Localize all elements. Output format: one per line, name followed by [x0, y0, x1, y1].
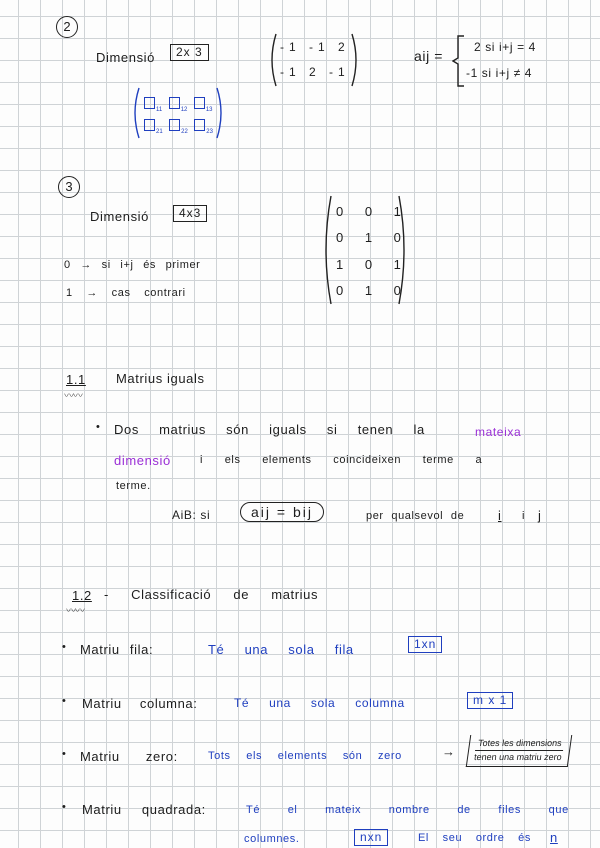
bullet-dot: •	[62, 801, 66, 813]
classification-desc: Tots els elements són zero	[208, 750, 402, 762]
paragraph-line: Dos matrius són iguals si tenen la	[114, 422, 425, 437]
section-2-rule-row: -1 si i+j ≠ 4	[466, 66, 533, 80]
piecewise-bracket	[452, 34, 466, 88]
section-1-2-number: 1.2	[72, 588, 92, 603]
classification-label: Matriu fila:	[80, 642, 154, 657]
classification-box: m x 1	[467, 692, 513, 709]
classification-desc: Té una sola fila	[208, 642, 354, 657]
subscript: 13	[205, 107, 213, 113]
bullet-dot: •	[62, 641, 66, 653]
equality-prefix: AiB: si	[172, 508, 211, 522]
note-line: tenen una matriu zero	[473, 752, 563, 762]
section-2-rule-lhs: aij =	[414, 48, 444, 64]
section-2-matrix	[268, 32, 360, 88]
highlight-word: dimensió	[114, 453, 171, 468]
placeholder-square	[169, 119, 180, 131]
section-3-dimension-box: 4x3	[173, 205, 207, 222]
classification-desc: Té una sola columna	[234, 696, 405, 710]
zero-matrix-note	[466, 735, 572, 767]
section-1-1-number: 1.1	[66, 372, 86, 387]
matrix-row: 0 1 0	[336, 230, 410, 245]
equality-suffix: per qualsevol de	[366, 510, 465, 522]
section-3-matrix	[322, 194, 408, 306]
classification-label: Matriu zero:	[80, 749, 178, 764]
classification-order: n	[550, 830, 558, 845]
underline-squiggle: 〰〰	[64, 391, 82, 402]
underline-squiggle: 〰〰	[66, 606, 84, 617]
matrix-row: -1 2 -1	[280, 65, 350, 79]
equality-and: i	[522, 510, 526, 522]
subscript: 11	[156, 107, 163, 113]
classification-desc: El seu ordre és	[418, 832, 531, 844]
matrix-row: 0 1 0	[336, 283, 410, 298]
note-line: Totes les dimensions	[477, 738, 563, 748]
section-1-1-title: Matrius iguals	[116, 371, 205, 386]
classification-label: Matriu quadrada:	[82, 802, 206, 817]
subscript: 23	[206, 129, 213, 135]
section-2-rule-row: 2 si i+j = 4	[474, 40, 536, 54]
classification-box: nxn	[354, 829, 388, 846]
placeholder-square	[144, 119, 155, 131]
highlight-word: mateixa	[475, 425, 522, 439]
matrix-row: 1 0 1	[336, 257, 410, 272]
section-3-rule: 0 → si i+j és primer	[64, 259, 201, 271]
matrix-row: -1 -1 2	[280, 40, 350, 54]
generic-row-1	[144, 94, 215, 113]
subscript: 21	[156, 129, 163, 135]
matrix-row: 0 0 1	[336, 204, 410, 219]
classification-desc: Té el mateix nombre de files que	[246, 804, 569, 816]
section-2-generic-matrix	[132, 86, 224, 140]
placeholder-square	[194, 97, 205, 109]
equality-j: j	[538, 508, 542, 523]
paragraph-line: i els elements coincideixen terme a	[200, 454, 483, 466]
paragraph-line: terme.	[116, 480, 151, 492]
bullet-dot: •	[96, 421, 100, 433]
subscript: 12	[180, 107, 188, 113]
placeholder-square	[194, 119, 205, 131]
classification-box: 1xn	[408, 636, 442, 653]
generic-row-2	[144, 116, 215, 135]
section-2-number: 2	[56, 16, 78, 38]
section-2-dimension-label: Dimensió	[96, 50, 155, 65]
section-3-number: 3	[58, 176, 80, 198]
section-3-dimension-label: Dimensió	[90, 209, 149, 224]
equality-i: i	[498, 508, 502, 523]
section-1-2-title: - Classificació de matrius	[104, 587, 319, 602]
classification-desc: columnes.	[244, 833, 300, 845]
subscript: 22	[181, 129, 188, 135]
section-3-rule: 1 → cas contrari	[66, 287, 186, 299]
placeholder-square	[169, 97, 180, 109]
bullet-dot: •	[62, 695, 66, 707]
section-2-dimension-box: 2x 3	[170, 44, 209, 61]
bullet-dot: •	[62, 748, 66, 760]
arrow-icon: →	[442, 744, 456, 759]
classification-label: Matriu columna:	[82, 696, 198, 711]
equality-oval: aij = bij	[240, 502, 324, 522]
placeholder-square	[144, 97, 155, 109]
